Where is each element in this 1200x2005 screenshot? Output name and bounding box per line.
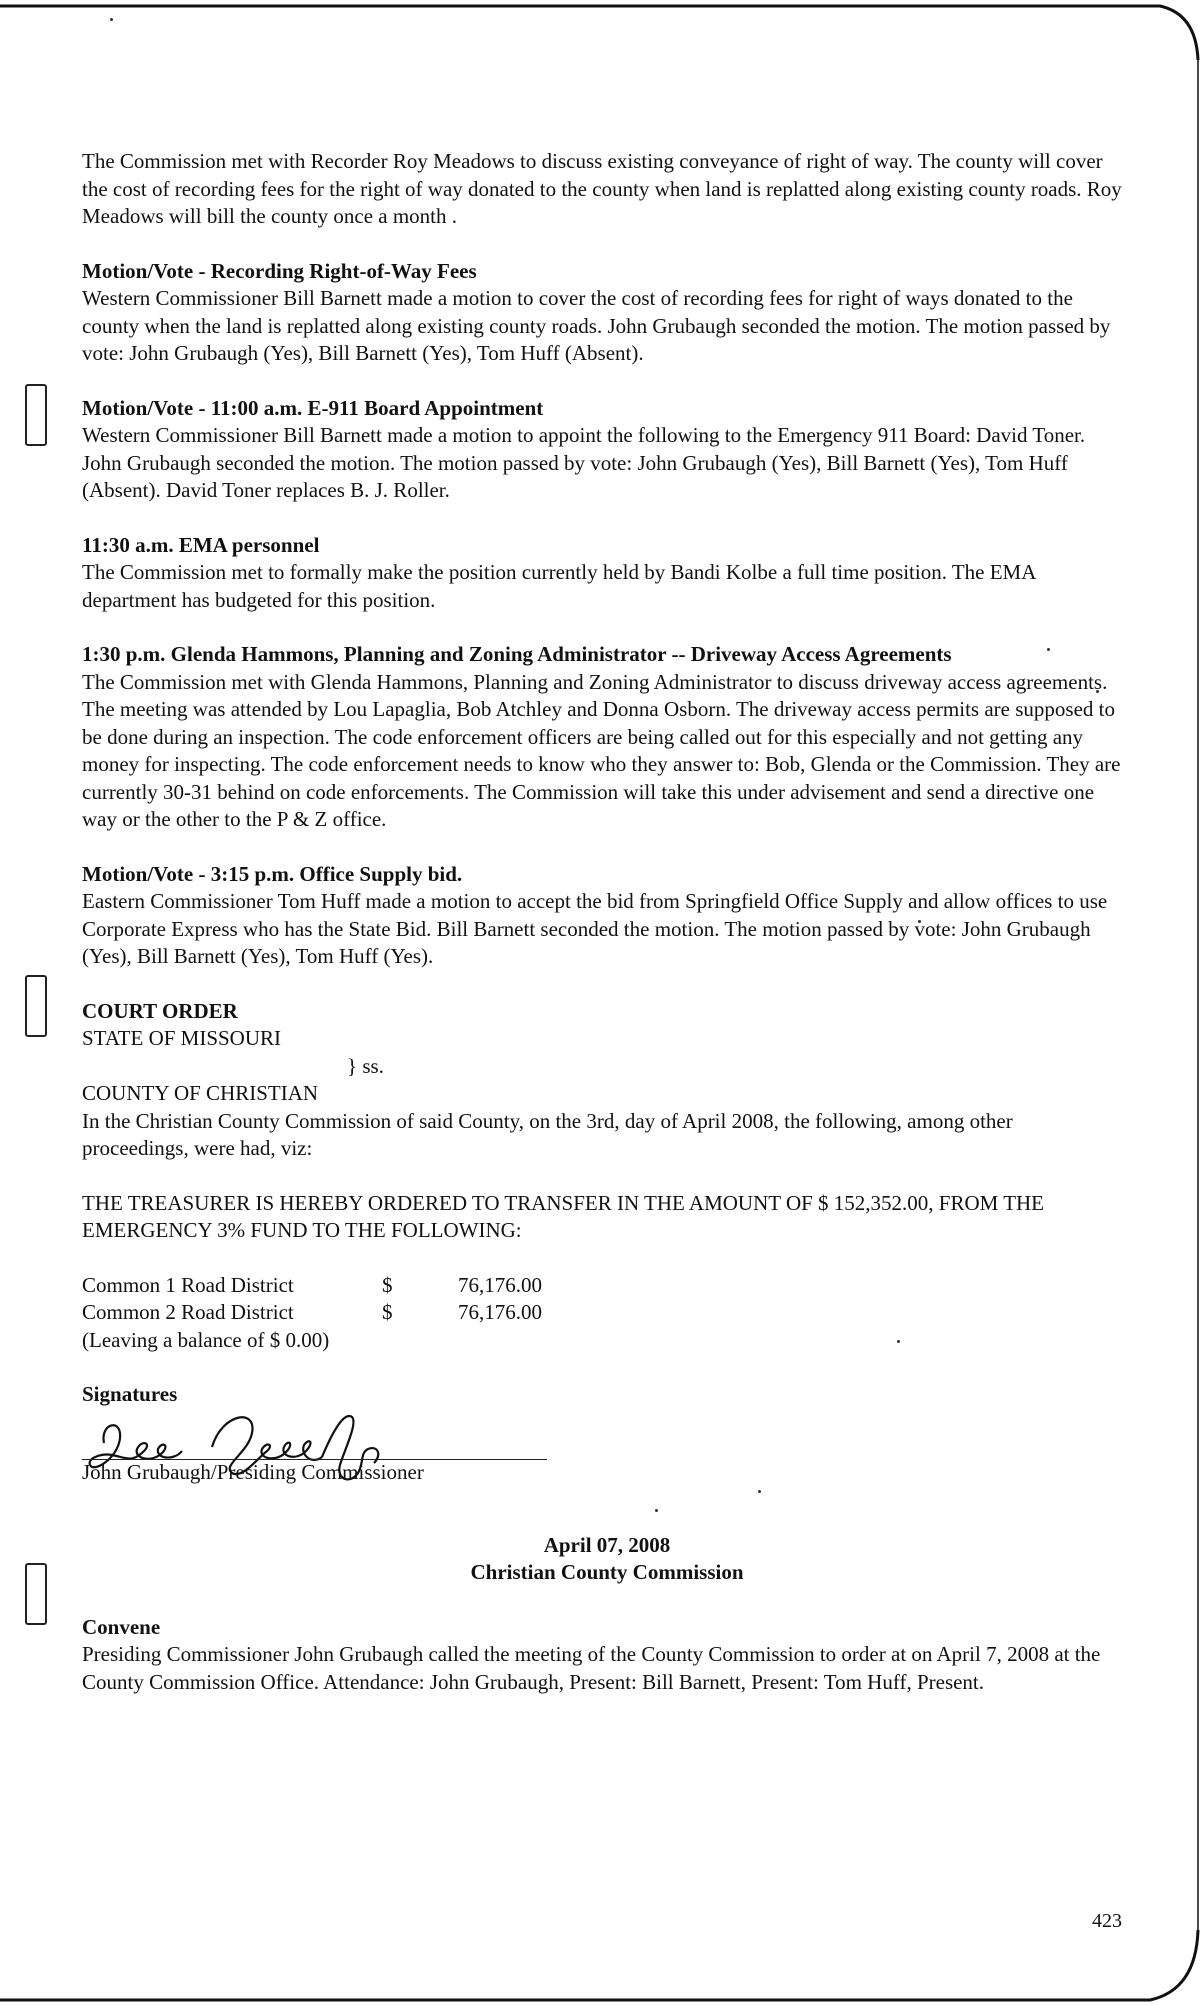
section-body: The Commission met to formally make the position currently held by Bandi Kolbe a full time position. The EMA department has budgeted for this position. — [82, 560, 1036, 612]
section-body: Eastern Commissioner Tom Huff made a motion to accept the bid from Springfield Office Supply and allow offices to use Corporate Express who has the State Bid. Bill Barnett seconded the motion. The motion passed by vote: John Grubaugh (Yes), Bill Barnett (Yes), Tom Huff (Yes). — [82, 889, 1108, 968]
binder-mark — [25, 975, 47, 1037]
transfer-currency: $ — [382, 1300, 393, 1324]
court-order-heading: COURT ORDER — [82, 998, 238, 1023]
section-heading: Motion/Vote - 11:00 a.m. E-911 Board Appointment — [82, 395, 544, 420]
section-body: Western Commissioner Bill Barnett made a motion to cover the cost of recording fees for right of ways donated to the county when the land is replatted along existing county roads. John Grubaugh seconded the motion. The motion passed by vote: John Grubaugh (Yes), Bill Barnett (Yes), Tom Huff (Absent). — [82, 286, 1111, 365]
meeting-body-name: Christian County Commission — [470, 1560, 744, 1584]
transfer-label: Common 1 Road District — [82, 1272, 294, 1297]
meeting-date: April 07, 2008 — [543, 1532, 671, 1557]
section-body: Western Commissioner Bill Barnett made a motion to appoint the following to the Emergency 911 Board: David Toner. John Grubaugh seconded the motion. The motion passed by vote: John Grubaugh (Yes), Bill Barnett (Yes), Tom Huff (Absent). David Toner replaces B. J. Roller. — [82, 423, 1086, 502]
section-heading: Motion/Vote - Recording Right-of-Way Fees — [82, 258, 477, 283]
document-body — [82, 148, 1122, 1696]
section-heading: Motion/Vote - 3:15 p.m. Office Supply bid. — [82, 861, 463, 886]
court-order-ss: } ss. — [347, 1053, 384, 1078]
binder-mark — [25, 384, 47, 446]
court-order-state: STATE OF MISSOURI — [82, 1026, 282, 1050]
scan-speck — [110, 18, 113, 21]
page-number: 423 — [1092, 1910, 1122, 1932]
intro-paragraph: The Commission met with Recorder Roy Meadows to discuss existing conveyance of right of way. The county will cover the cost of recording fees for the right of way donated to the county when land is replatted along existing county roads. Roy Meadows will bill the county once a month . — [82, 149, 1122, 228]
section-body: The Commission met with Glenda Hammons, Planning and Zoning Administrator to discuss driveway access agreements. The meeting was attended by Lou Lapaglia, Bob Atchley and Donna Osborn. The driveway access permits are supposed to be done during an inspection. The code enforcement officers are being called out for this especially and not getting any money for inspecting. The code enforcement needs to know who they answer to: Bob, Glenda or the Commission. They are currently 30-31 behind on code enforcements. The Commission will take this under advisement and send a directive one way or the other to the P & Z office. — [82, 669, 1121, 831]
section-heading: 1:30 p.m. Glenda Hammons, Planning and Zoning Administrator -- Driveway Access Agreements — [82, 642, 952, 666]
court-order-text: THE TREASURER IS HEREBY ORDERED TO TRANSFER IN THE AMOUNT OF $ 152,352.00, FROM THE EMERGENCY 3% FUND TO THE FOLLOWING: — [82, 1190, 1045, 1242]
convene-body: Presiding Commissioner John Grubaugh called the meeting of the County Commission to order at on April 7, 2008 at the County Commission Office. Attendance: John Grubaugh, Present: Bill Barnett, Present: Tom Huff, Present. — [82, 1642, 1101, 1694]
section-heading: 11:30 a.m. EMA personnel — [82, 532, 320, 557]
transfer-row — [82, 1272, 1122, 1300]
transfer-label: Common 2 Road District — [82, 1300, 294, 1324]
signature-block — [82, 1409, 562, 1484]
transfer-amount: 76,176.00 — [458, 1272, 542, 1297]
balance-note: (Leaving a balance of $ 0.00) — [82, 1327, 330, 1352]
court-order-county: COUNTY OF CHRISTIAN — [82, 1081, 319, 1105]
transfer-amount: 76,176.00 — [458, 1300, 542, 1324]
transfer-currency: $ — [382, 1272, 393, 1297]
court-order-intro: In the Christian County Commission of said County, on the 3rd, day of April 2008, the following, among other proceedings, were had, viz: — [82, 1108, 1013, 1160]
binder-mark — [25, 1563, 47, 1625]
transfer-row — [82, 1299, 1122, 1327]
convene-heading: Convene — [82, 1614, 161, 1639]
signature-caption: John Grubaugh/Presiding Commissioner — [82, 1459, 424, 1484]
signatures-heading: Signatures — [82, 1382, 178, 1406]
